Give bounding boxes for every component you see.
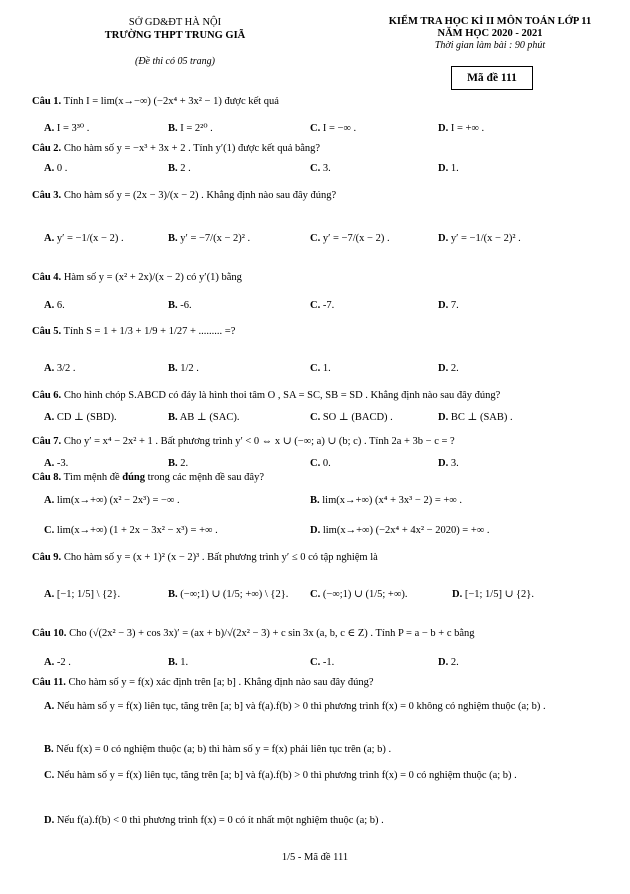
option-a[interactable] [44,362,76,375]
question-stem: Cho hàm số y = f(x) xác định trên [a; b] . Khẳng định nào sau đây đúng? [68,677,374,688]
option-text: I = −∞ . [322,123,357,134]
option-c[interactable] [310,457,331,470]
option-b[interactable] [168,299,192,312]
option-text: 6. [56,300,65,311]
option-text: [−1; 1/5] \ {2}. [56,589,121,600]
option-c[interactable] [310,588,407,601]
option-text: Nếu f(a).f(b) < 0 thì phương trình f(x) = 0 có ít nhất một nghiệm thuộc (a; b) . [56,815,384,826]
option-text: 1. [180,657,189,668]
option-b[interactable] [310,494,462,507]
option-a[interactable] [44,588,120,601]
option-key: A. [44,123,55,134]
question-label: Câu 7. [32,436,62,447]
option-text: I = 2²⁰ . [180,123,213,134]
question-11-option-d[interactable] [44,812,606,829]
question-1 [32,96,607,108]
option-key: B. [168,458,178,469]
question-10-options [44,656,604,669]
option-text: 1. [322,363,331,374]
option-key: B. [168,412,178,423]
option-b[interactable] [168,588,288,601]
question-label: Câu 8. [32,472,62,483]
option-key: A. [44,701,55,712]
option-key: A. [44,495,55,506]
header-left [60,16,290,68]
option-key: D. [438,300,449,311]
option-key: A. [44,300,55,311]
option-d[interactable] [438,162,459,175]
option-text: 0 . [56,163,68,174]
option-key: A. [44,363,55,374]
option-b[interactable] [168,362,199,375]
option-d[interactable] [438,411,513,424]
option-d[interactable] [438,656,459,669]
option-text: lim(x→+∞) (1 + 2x − 3x² − x³) = +∞ . [56,525,218,536]
pages-note: (Đề thi có 05 trang) [135,56,215,67]
question-11-option-a[interactable] [44,698,606,715]
option-key: D. [438,233,449,244]
option-text: (−∞;1) ∪ (1/5; +∞). [322,589,408,600]
question-label: Câu 4. [32,272,62,283]
question-label: Câu 10. [32,628,67,639]
question-stem: Hàm số y = (x² + 2x)/(x − 2) có y′(1) bằng [63,272,242,283]
option-text: -2 . [56,657,71,668]
question-6-options [44,411,604,424]
option-c[interactable] [310,299,334,312]
option-text: SO ⊥ (BACD) . [322,412,393,423]
option-text: -3. [56,458,69,469]
option-text: 3. [322,163,331,174]
option-d[interactable] [438,232,521,245]
option-key: C. [44,525,55,536]
option-key: D. [438,163,449,174]
question-9-options [44,588,604,601]
question-label: Câu 2. [32,143,62,154]
option-key: B. [168,657,178,668]
option-text: 1/2 . [180,363,199,374]
option-a[interactable] [44,162,67,175]
option-text: -1. [322,657,335,668]
option-key: B. [168,363,178,374]
option-key: D. [438,657,449,668]
option-c[interactable] [44,524,218,537]
option-key: C. [310,300,321,311]
question-label: Câu 1. [32,96,62,107]
option-text: (−∞;1) ∪ (1/5; +∞) \ {2}. [180,589,289,600]
option-key: B. [44,744,54,755]
option-key: D. [438,363,449,374]
question-stem-emphasis: đúng [122,472,146,483]
option-text: 7. [450,300,459,311]
option-a[interactable] [44,299,65,312]
option-text: 3. [450,458,459,469]
exam-title: KIỂM TRA HỌC KÌ II MÔN TOÁN LỚP 11 [388,16,592,27]
option-a[interactable] [44,457,68,470]
question-5-options [44,362,604,375]
option-text: 1. [450,163,459,174]
question-6 [32,390,607,402]
question-10 [32,628,607,640]
option-text: lim(x→+∞) (−2x⁴ + 4x² − 2020) = +∞ . [322,525,490,536]
option-d[interactable] [438,457,459,470]
option-text: y′ = −7/(x − 2)² . [180,233,251,244]
option-b[interactable] [168,162,191,175]
question-11 [32,677,607,689]
option-text: Nếu hàm số y = f(x) liên tục, tăng trên [a; b] và f(a).f(b) > 0 thì phương trình f(x) = 0 có nghiệm thuộc (a; b) . [56,770,517,781]
question-stem: Tính S = 1 + 1/3 + 1/9 + 1/27 + ......... =? [63,326,236,337]
option-d[interactable] [438,122,484,135]
option-text: -7. [322,300,335,311]
question-stem-post: trong các mệnh đề sau đây? [145,472,264,483]
question-stem-pre: Tìm mệnh đề [63,472,123,483]
question-3-options [44,232,604,245]
option-d[interactable] [438,299,459,312]
option-c[interactable] [310,362,331,375]
question-stem: Cho y′ = x⁴ − 2x² + 1 . Bất phương trình y′ < 0 ⇔ x ∪ (−∞; a) ∪ (b; c) . Tính 2a + 3b − c = ? [63,436,455,447]
exam-code-box: Mã đề 111 [451,66,533,90]
question-label: Câu 9. [32,552,62,563]
option-b[interactable] [168,411,239,424]
option-text: 2. [450,657,459,668]
option-key: A. [44,163,55,174]
header-right [360,16,620,52]
option-text: [−1; 1/5] ∪ {2}. [464,589,534,600]
option-key: A. [44,657,55,668]
question-stem: Cho hàm số y = (2x − 3)/(x − 2) . Khẳng định nào sau đây đúng? [63,190,337,201]
option-key: D. [438,123,449,134]
question-1-options [44,122,604,135]
question-label: Câu 6. [32,390,62,401]
option-key: C. [310,123,321,134]
exam-duration: Thời gian làm bài : 90 phút [434,40,546,51]
question-label: Câu 3. [32,190,62,201]
question-11-option-b[interactable] [44,741,606,758]
question-8-options-row2 [44,524,604,537]
option-text: y′ = −1/(x − 2) . [56,233,124,244]
question-label: Câu 5. [32,326,62,337]
option-text: 2 . [180,163,191,174]
option-key: D. [438,458,449,469]
question-2 [32,143,607,155]
option-text: lim(x→+∞) (x⁴ + 3x³ − 2) = +∞ . [322,495,463,506]
question-11-option-c[interactable] [44,767,606,784]
option-text: lim(x→+∞) (x² − 2x³) = −∞ . [56,495,180,506]
option-text: -6. [180,300,192,311]
option-key: A. [44,458,55,469]
option-key: A. [44,412,55,423]
option-c[interactable] [310,122,356,135]
option-text: Nếu hàm số y = f(x) liên tục, tăng trên [a; b] và f(a).f(b) > 0 thì phương trình f(x) = 0 không có nghiệm thuộc (a; b) . [56,701,546,712]
option-key: B. [168,589,178,600]
option-text: y′ = −1/(x − 2)² . [450,233,521,244]
option-a[interactable] [44,494,180,507]
option-key: B. [168,163,178,174]
question-8 [32,472,607,484]
question-7 [32,436,607,448]
option-key: A. [44,233,55,244]
option-b[interactable] [168,457,188,470]
option-a[interactable] [44,656,71,669]
question-9 [32,552,607,564]
question-2-options [44,162,604,175]
school-year: NĂM HỌC 2020 - 2021 [437,28,543,39]
option-a[interactable] [44,122,89,135]
option-text: 0. [322,458,331,469]
option-a[interactable] [44,411,117,424]
option-c[interactable] [310,232,390,245]
option-key: C. [310,233,321,244]
question-3 [32,190,607,202]
option-text: BC ⊥ (SAB) . [450,412,513,423]
option-key: C. [310,458,321,469]
option-key: C. [310,163,321,174]
option-text: Nếu f(x) = 0 có nghiệm thuộc (a; b) thì hàm số y = f(x) phải liên tục trên (a; b) . [56,744,392,755]
option-key: C. [310,363,321,374]
option-text: I = 3³⁰ . [56,123,90,134]
option-key: B. [168,123,178,134]
option-b[interactable] [168,232,250,245]
school-name: TRƯỜNG THPT TRUNG GIÃ [104,30,246,41]
option-text: AB ⊥ (SAC). [179,412,240,423]
question-label: Câu 11. [32,677,66,688]
option-key: C. [44,770,55,781]
option-c[interactable] [310,162,331,175]
option-key: D. [44,815,55,826]
option-key: C. [310,589,321,600]
option-d[interactable] [452,588,534,601]
question-8-options-row1 [44,494,604,507]
option-text: 3/2 . [56,363,76,374]
question-4 [32,272,607,284]
question-stem: Cho hàm số y = (x + 1)² (x − 2)³ . Bất phương trình y′ ≤ 0 có tập nghiệm là [63,552,378,563]
question-5 [32,326,607,338]
option-key: D. [452,589,463,600]
option-text: CD ⊥ (SBD). [56,412,117,423]
option-text: 2. [450,363,459,374]
option-key: D. [310,525,321,536]
option-key: A. [44,589,55,600]
option-key: C. [310,412,321,423]
option-d[interactable] [310,524,490,537]
option-b[interactable] [168,656,188,669]
option-c[interactable] [310,656,334,669]
question-stem: Cho hình chóp S.ABCD có đáy là hình thoi tâm O , SA = SC, SB = SD . Khẳng định nào sau đây đúng? [63,390,501,401]
question-4-options [44,299,604,312]
question-stem: Tính I = lim(x→−∞) (−2x⁴ + 3x² − 1) được kết quả [63,96,279,107]
option-d[interactable] [438,362,459,375]
option-text: I = +∞ . [450,123,485,134]
option-key: B. [168,233,178,244]
option-text: y′ = −7/(x − 2) . [322,233,390,244]
option-a[interactable] [44,232,124,245]
option-c[interactable] [310,411,393,424]
option-key: B. [310,495,320,506]
option-text: 2. [180,458,189,469]
option-b[interactable] [168,122,213,135]
department-name: SỞ GD&ĐT HÀ NỘI [128,17,222,28]
option-key: C. [310,657,321,668]
question-stem: Cho (√(2x² − 3) + cos 3x)′ = (ax + b)/√(2x² − 3) + c sin 3x (a, b, c ∈ Z) . Tính P = a − b + c bằng [69,628,475,639]
question-7-options [44,457,604,470]
page-footer: 1/5 - Mã đề 111 [281,852,349,863]
option-key: D. [438,412,449,423]
option-key: B. [168,300,178,311]
question-stem: Cho hàm số y = −x³ + 3x + 2 . Tính y′(1) được kết quả bằng? [63,143,321,154]
